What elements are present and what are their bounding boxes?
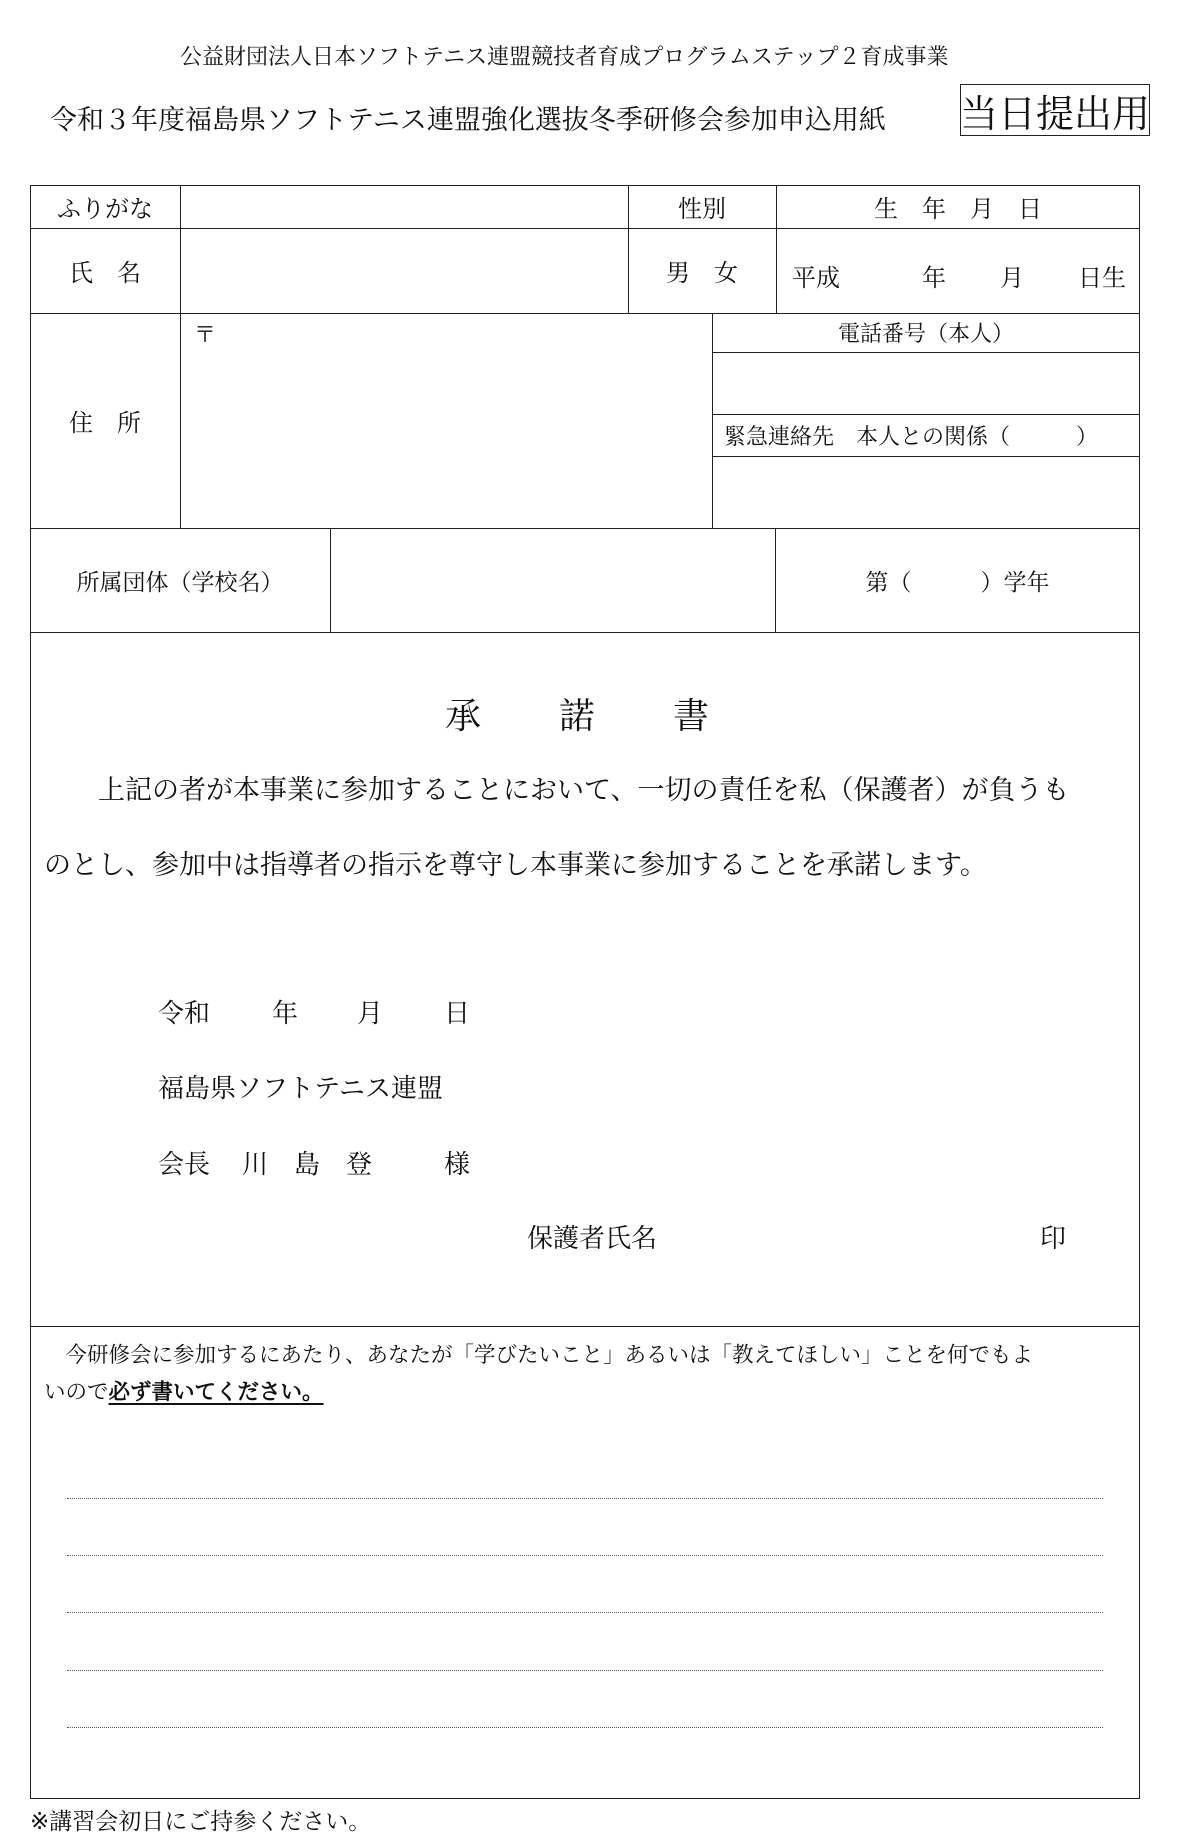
guardian-name-field[interactable] [680, 1210, 1030, 1254]
guardian-label: 保護者氏名 [527, 1224, 658, 1254]
addressee-org: 福島県ソフトテニス連盟 [158, 1074, 443, 1104]
date-era: 令和 [158, 999, 211, 1029]
answer-line-1[interactable] [67, 1498, 1103, 1499]
prompt-plain: いので [44, 1380, 109, 1405]
dob-year[interactable]: 年 [922, 264, 946, 292]
answer-line-2[interactable] [67, 1555, 1103, 1556]
consent-body-line1: 上記の者が本事業に参加することにおいて、一切の責任を私（保護者）が負うも [98, 775, 1070, 806]
rule-label-col [180, 185, 181, 528]
address-label: 住 所 [69, 409, 141, 437]
answer-line-3[interactable] [67, 1612, 1103, 1613]
date-day[interactable]: 日 [444, 999, 471, 1029]
questionnaire-prompt-line1: 今研修会に参加するにあたり、あなたが「学びたいこと」あるいは「教えてほしい」ことを何でもよ [44, 1343, 1034, 1368]
seal-mark: 印 [1040, 1224, 1067, 1254]
prompt-emphasis: 必ず書いてください。 [108, 1380, 324, 1405]
questionnaire-prompt-line2 [44, 1375, 324, 1406]
consent-body-line2: のとし、参加中は指導者の指示を尊守し本事業に参加することを承諾します。 [44, 850, 987, 881]
date-month[interactable]: 月 [357, 999, 384, 1029]
addressee-honorific: 様 [444, 1150, 471, 1180]
grade-field[interactable]: 第（ ）学年 [865, 569, 1050, 596]
emergency-field[interactable] [714, 458, 1138, 527]
addressee-name: 川 島 登 [242, 1150, 373, 1180]
program-line: 公益財団法人日本ソフトテニス連盟競技者育成プログラムステップ２育成事業 [180, 45, 949, 70]
address-field[interactable] [182, 315, 710, 526]
dob-era: 平成 [792, 264, 840, 292]
rule-row4 [30, 632, 1140, 633]
phone-label: 電話番号（本人） [837, 322, 1014, 347]
name-label: 氏 名 [69, 259, 141, 287]
gender-options[interactable]: 男 女 [666, 259, 738, 287]
dob-label: 生 年 月 日 [874, 195, 1042, 223]
emergency-label: 緊急連絡先 本人との関係（ ） [724, 424, 1099, 450]
rule-school-label-right [330, 528, 331, 632]
rule-row1 [30, 228, 1140, 229]
footer-note: ※講習会初日にご持参ください。 [30, 1809, 372, 1835]
school-field[interactable] [332, 530, 773, 630]
answer-line-4[interactable] [67, 1670, 1103, 1671]
postal-mark: 〒 [194, 323, 217, 348]
consent-title: 承 諾 書 [445, 696, 712, 737]
furigana-label: ふりがな [57, 195, 153, 223]
school-label: 所属団体（学校名） [76, 569, 284, 596]
name-field[interactable] [182, 230, 626, 312]
answer-line-5[interactable] [67, 1727, 1103, 1728]
gender-label: 性別 [678, 195, 726, 223]
dob-day[interactable]: 日生 [1078, 264, 1126, 292]
date-year[interactable]: 年 [272, 999, 299, 1029]
rule-consent-bottom [30, 1326, 1140, 1327]
phone-field[interactable] [714, 354, 1138, 413]
furigana-field[interactable] [182, 187, 626, 227]
addressee-title: 会長 [158, 1150, 211, 1180]
rule-phone-top [712, 352, 1140, 353]
form-title: 令和３年度福島県ソフトテニス連盟強化選抜冬季研修会参加申込用紙 [50, 105, 886, 136]
submission-stamp: 当日提出用 [960, 84, 1150, 136]
dob-month[interactable]: 月 [1000, 264, 1024, 292]
rule-emergency-mid [712, 456, 1140, 457]
